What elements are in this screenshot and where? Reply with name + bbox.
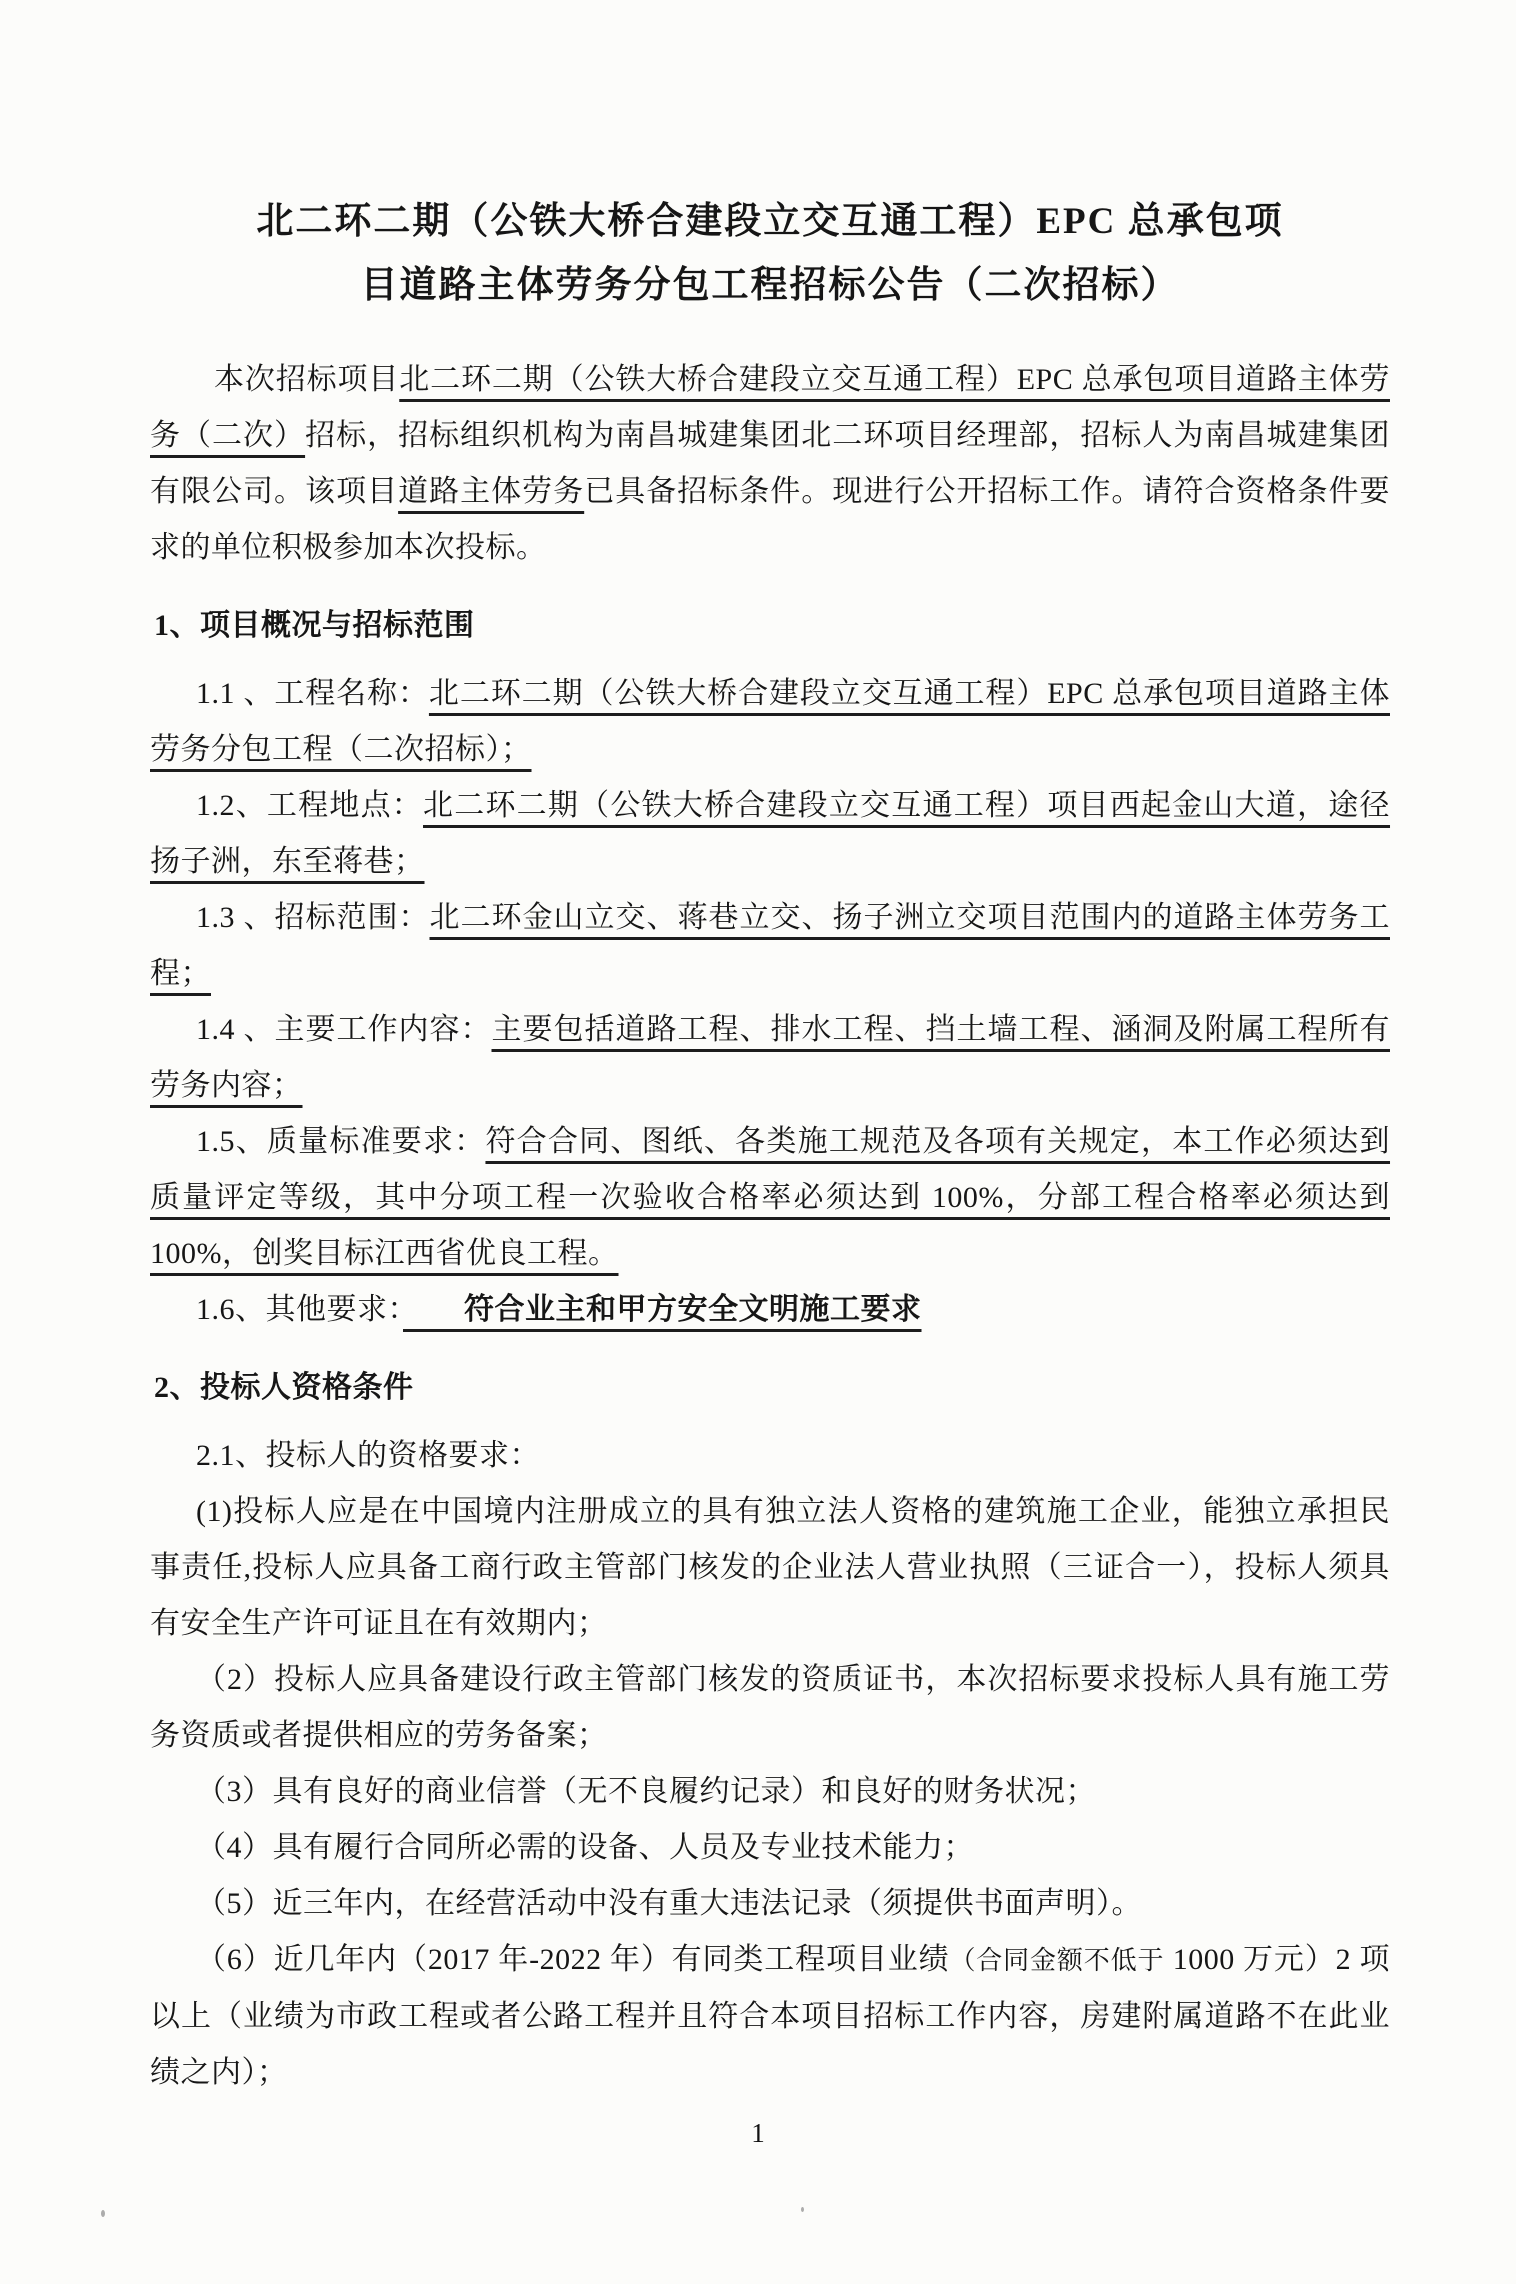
text-run: (1)投标人应是在中国境内注册成立的具有独立法人资格的建筑施工企业，能独立承担民事责任,投标人应具备工商行政主管部门核发的企业法人营业执照（三证合一），投标人须具有安全生产许可证且在有效期内； [150,1495,1390,1640]
text-run: 1.5、质量标准要求： [196,1125,486,1158]
text-run: 1.1 、工程名称： [196,677,429,710]
text-run: 招标，招标组织机构为南昌城建集团北二环项目经理部，招标人为南昌城建集团有限公司。该项目 [150,419,1391,508]
item-2-1-sub1 [150,1484,1390,1652]
document-title [150,190,1390,318]
text-run: 符合合同、图纸、各类施工规范及各项有关规定，本工作必须达到质量评定等级，其中分项工程一次验收合格率必须达到 100%，分部工程合格率必须达到100%，创奖目标江西省优良工程。 [150,1125,1391,1270]
scan-speck-artifact [101,2210,105,2217]
item-2-1-sub6 [150,1932,1390,2101]
text-run: 1、项目概况与招标范围 [154,609,475,642]
item-1-5 [150,1114,1390,1282]
item-1-6 [150,1282,1390,1338]
text-run: 1.6、其他要求： [196,1293,403,1326]
text-run: 本次招标项目 [214,363,400,396]
text-run: 北二环二期（公铁大桥合建段立交互通工程）EPC 总承包项目道路主体劳务分包工程（二次招标）； [150,677,1390,766]
text-run: （2）投标人应具备建设行政主管部门核发的资质证书，本次招标要求投标人具有施工劳务资质或者提供相应的劳务备案； [150,1663,1390,1752]
text-run: （3）具有良好的商业信誉（无不良履约记录）和良好的财务状况； [196,1775,1096,1808]
text-run: 主要包括道路工程、排水工程、挡土墙工程、涵洞及附属工程所有劳务内容； [150,1013,1390,1102]
text-run: 道路主体劳务 [398,475,585,508]
text-run: 1.2、工程地点： [196,789,424,822]
document-title-line2: 目道路主体劳务分包工程招标公告（二次招标） [360,265,1180,306]
text-run: 2、投标人资格条件 [154,1371,414,1404]
page-number: 1 [751,2118,765,2148]
text-run: （5）近三年内，在经营活动中没有重大违法记录（须提供书面声明）。 [196,1887,1142,1920]
section-1-heading [150,598,1390,654]
item-2-1-sub3 [150,1764,1390,1820]
intro-paragraph [150,352,1390,576]
item-1-1 [150,666,1390,778]
text-run: 已具备招标条件。现进行公开招标工作。请符合资格条件要求的单位积极参加本次投标。 [150,475,1391,564]
item-2-1-sub5 [150,1876,1390,1932]
item-1-4 [150,1002,1390,1114]
text-run: （4）具有履行合同所必需的设备、人员及专业技术能力； [196,1831,974,1864]
text-run: 符合业主和甲方安全文明施工要求 [403,1293,922,1326]
item-2-1-sub2 [150,1652,1390,1764]
text-run: （6）近几年内（2017 年-2022 年）有同类工程项目业绩 [196,1943,950,1976]
item-1-2 [150,778,1390,890]
text-run: 1000 万元）2 项以上（业绩为市政工程或者公路工程并且符合本项目招标工作内容，房建附属道路不在此业绩之内）； [150,1943,1390,2089]
item-2-1-sub4 [150,1820,1390,1876]
item-1-3 [150,890,1390,1002]
scan-speck-artifact [801,2207,804,2212]
text-run: 北二环二期（公铁大桥合建段立交互通工程）项目西起金山大道，途径扬子洲，东至蒋巷； [150,789,1391,878]
text-run: 2.1、投标人的资格要求： [196,1439,540,1472]
text-run: 北二环金山立交、蒋巷立交、扬子洲立交项目范围内的道路主体劳务工程； [150,901,1390,990]
item-2-1 [150,1428,1390,1484]
text-run: （合同金额不低于 [949,1946,1165,1975]
document-title-line1: 北二环二期（公铁大桥合建段立交互通工程）EPC 总承包项 [256,201,1284,242]
section-2-heading [150,1360,1390,1416]
document-content [150,190,1390,2101]
text-run: 1.3 、招标范围： [196,901,430,934]
text-run: 北二环二期（公铁大桥合建段立交互通工程）EPC 总承包项目道路主体劳务（二次） [150,363,1390,452]
document-body [150,352,1390,2101]
text-run: 1.4 、主要工作内容： [196,1013,492,1046]
